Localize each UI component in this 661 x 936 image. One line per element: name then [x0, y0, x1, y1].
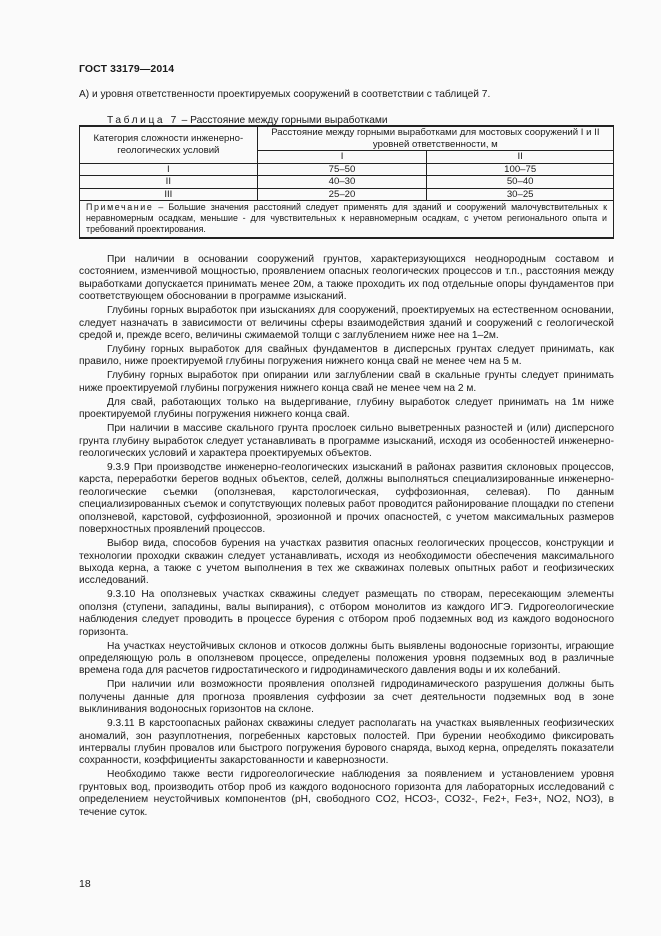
- paragraph: При наличии в массиве скального грунта прослоек сильно выветренных разностей и (или) дисперсного грунта глубину выработок следует устанавливать в программе изысканий, исходя из особенностей инженерно-геологических условий и характера проектируемых объектов.: [79, 423, 614, 460]
- col-header-category: Категория сложности инженерно-геологических условий: [80, 126, 258, 163]
- paragraph: Выбор вида, способов бурения на участках развития опасных геологических процессов, конструкции и технологии проходки скважин следует устанавливать, исходя из необходимости обеспечения максимального выхода керна, а также с учетом выполнения в тех же скважинах полевых опытных работ и геофизических исследований.: [79, 538, 614, 587]
- paragraph: Глубину горных выработок при опирании или заглублении свай в скальные грунты следует принимать ниже проектируемой глубины погружения нижнего конца свай не менее чем на 2 м.: [79, 370, 614, 394]
- note-text: – Большие значения расстояний следует применять для зданий и сооружений малочувствительных к неравномерным осадкам, меньшие - для чувствительных к неравномерным осадкам, с учетом регионального опыта и требований проектирования.: [86, 202, 607, 234]
- cell-level-2: 50–40: [427, 176, 614, 189]
- note-label: Примечание: [86, 202, 154, 212]
- table-caption-dash: –: [178, 115, 191, 126]
- table-caption-title: Расстояние между горными выработками: [190, 115, 388, 126]
- paragraph: 9.3.10 На оползневых участках скважины следует размещать по створам, пересекающим элементы оползня (ступени, западины, валы выпирания), с отбором монолитов из каждого ИГЭ. Гидрогеологические наблюдения следует проводить в процессе бурения с отбором проб подземных вод из каждого водоносного горизонта.: [79, 589, 614, 638]
- paragraph: При наличии или возможности проявления оползней гидродинамического разрушения должны быть получены данные для прогноза проявления суффозии за счет деятельности подземных вод в зоне выклинивания водоносных горизонтов на склоне.: [79, 679, 614, 716]
- cell-category: III: [80, 188, 258, 201]
- cell-level-1: 25–20: [257, 188, 427, 201]
- table-caption-label: Таблица 7: [107, 115, 179, 126]
- body-text: [79, 254, 614, 821]
- paragraph: Для свай, работающих только на выдергивание, глубину выработок следует принимать на 1м ниже проектируемой глубины погружения нижнего конца свай.: [79, 396, 614, 421]
- page-number: 18: [79, 878, 91, 890]
- intro-line: А) и уровня ответственности проектируемых сооружений в соответствии с таблицей 7.: [79, 89, 491, 100]
- cell-level-2: 30–25: [427, 188, 614, 201]
- distance-table: [79, 125, 614, 239]
- cell-category: I: [80, 163, 258, 176]
- col-header-distance: Расстояние между горными выработками для мостовых сооружений I и II уровней ответственности, м: [257, 126, 613, 151]
- paragraph: 9.3.9 При производстве инженерно-геологических изысканий в районах развития склоновых процессов, карста, переработки берегов водных объектов, селей, должны выполняться специализированные инженерно-геологические съемки (оползневая, карстологическая, суффозионная, селевая). По данным специализированных съемок и сопутствующих полевых работ проводится районирование площадки по степени оползневой, карстовой, суффозионной, эрозионной и прочих опасностей, с учетом максимальных размеров поверхностных проявлений процессов.: [79, 462, 614, 536]
- subheader-level-2: II: [427, 151, 614, 164]
- paragraph: Глубины горных выработок при изысканиях для сооружений, проектируемых на естественном основании, следует назначать в зависимости от величины сферы взаимодействия зданий и сооружений с геологической средой и, прежде всего, величины сжимаемой толщи с заглублением ниже нее на 1–2м.: [79, 305, 614, 342]
- table-row: [80, 163, 614, 176]
- paragraph: Глубину горных выработок для свайных фундаментов в дисперсных грунтах следует принимать, как правило, ниже проектируемой глубины погружения нижнего конца свай не менее чем на 5 м.: [79, 344, 614, 368]
- document-header: ГОСТ 33179—2014: [79, 63, 175, 75]
- cell-level-2: 100–75: [427, 163, 614, 176]
- subheader-level-1: I: [257, 151, 427, 164]
- paragraph: При наличии в основании сооружений грунтов, характеризующихся неоднородным составом и состоянием, изменчивой мощностью, проявлением опасных геологических процессов и т.п., расстояния между выработками допускается принимать менее 20м, а также проходить их под отдельные опоры фундаментов при соответствующем обосновании в программе изысканий.: [79, 254, 614, 303]
- cell-category: II: [80, 176, 258, 189]
- table-row: [80, 176, 614, 189]
- cell-level-1: 40–30: [257, 176, 427, 189]
- paragraph: 9.3.11 В карстоопасных районах скважины следует располагать на участках выявленных геофизических аномалий, зон разуплотнения, погребенных карстовых полостей. При бурении необходимо фиксировать интервалы глубин провалов или быстрого погружения бурового снаряда, выход керна, определять показатели сохранности, коэффициенты закарстованности и кавернозности.: [79, 718, 614, 767]
- paragraph: Необходимо также вести гидрогеологические наблюдения за появлением и установлением уровня грунтовых вод, производить отбор проб из каждого водоносного горизонта для лабораторных исследований с определением неустойчивых компонентов (pH, свободного CO2, HCO3-, CO32-, Fe2+, Fe3+, NO2, NO3), в течение суток.: [79, 769, 614, 818]
- table-note: [80, 201, 614, 239]
- paragraph: На участках неустойчивых склонов и откосов должны быть выявлены водоносные горизонты, играющие определяющую роль в оползневом процессе, определены положения уровня подземных вод в различные времена года для расчетов гидростатического и гидродинамического давления воды и их колебаний.: [79, 640, 614, 677]
- table-row: [80, 188, 614, 201]
- cell-level-1: 75–50: [257, 163, 427, 176]
